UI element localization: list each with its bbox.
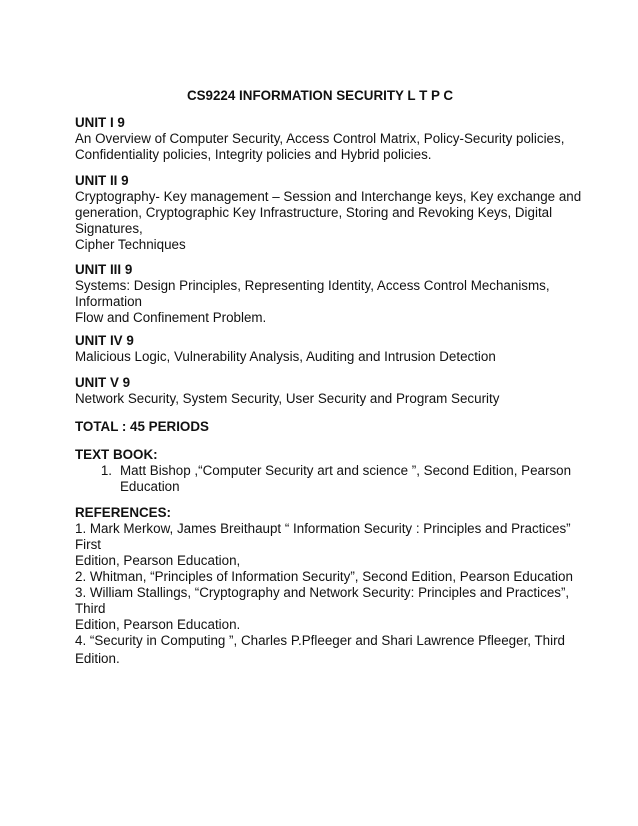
textbook-line: Matt Bishop ,“Computer Security art and science ”, Second Edition, Pearson [120, 463, 572, 478]
unit-2-line: Signatures, [75, 221, 143, 236]
reference-line: 1. Mark Merkow, James Breithaupt “ Information Security : Principles and Practices” [75, 521, 571, 536]
unit-3-section [75, 262, 565, 326]
reference-line: Edition, Pearson Education. [75, 617, 241, 632]
total-periods-label: TOTAL : 45 PERIODS [75, 419, 209, 434]
page-title: CS9224 INFORMATION SECURITY L T P C [186, 88, 454, 103]
textbook-section [75, 447, 572, 495]
textbook-line: Education [120, 479, 180, 494]
reference-line: Third [75, 601, 106, 616]
unit-2-section [75, 173, 582, 253]
unit-4-line: Malicious Logic, Vulnerability Analysis, Auditing and Intrusion Detection [75, 349, 496, 364]
reference-line: Edition, Pearson Education, [75, 553, 241, 568]
reference-line: 4. “Security in Computing ”, Charles P.Pfleeger and Shari Lawrence Pfleeger, Third [75, 633, 566, 648]
unit-2-line: generation, Cryptographic Key Infrastructure, Storing and Revoking Keys, Digital [75, 205, 553, 220]
reference-line: 2. Whitman, “Principles of Information Security”, Second Edition, Pearson Education [75, 569, 573, 584]
unit-1-heading: UNIT I 9 [75, 115, 125, 130]
references-heading: REFERENCES: [75, 505, 171, 520]
list-item [75, 463, 572, 495]
unit-3-line: Systems: Design Principles, Representing Identity, Access Control Mechanisms, [75, 278, 550, 293]
unit-1-line: Confidentiality policies, Integrity policies and Hybrid policies. [75, 147, 432, 162]
references-section [75, 505, 573, 667]
reference-line: 3. William Stallings, “Cryptography and Network Security: Principles and Practices”, [75, 585, 570, 600]
textbook-heading: TEXT BOOK: [75, 447, 158, 462]
unit-3-line: Flow and Confinement Problem. [75, 310, 267, 325]
unit-3-heading: UNIT III 9 [75, 262, 133, 277]
total-periods [75, 419, 565, 435]
unit-4-section [75, 333, 565, 365]
unit-5-section [75, 375, 565, 407]
unit-3-line: Information [75, 294, 142, 309]
unit-2-line: Cipher Techniques [75, 237, 186, 252]
list-item-number: 1. [100, 463, 112, 478]
reference-line: Edition. [75, 651, 120, 666]
unit-1-section [75, 115, 565, 163]
list-item-text [112, 463, 572, 495]
unit-1-line: An Overview of Computer Security, Access Control Matrix, Policy-Security policies, [75, 131, 565, 146]
unit-4-heading: UNIT IV 9 [75, 333, 134, 348]
unit-2-heading: UNIT II 9 [75, 173, 129, 188]
unit-5-line: Network Security, System Security, User Security and Program Security [75, 391, 500, 406]
reference-line: First [75, 537, 102, 552]
unit-2-line: Cryptography- Key management – Session and Interchange keys, Key exchange and [75, 189, 582, 204]
unit-5-heading: UNIT V 9 [75, 375, 131, 390]
